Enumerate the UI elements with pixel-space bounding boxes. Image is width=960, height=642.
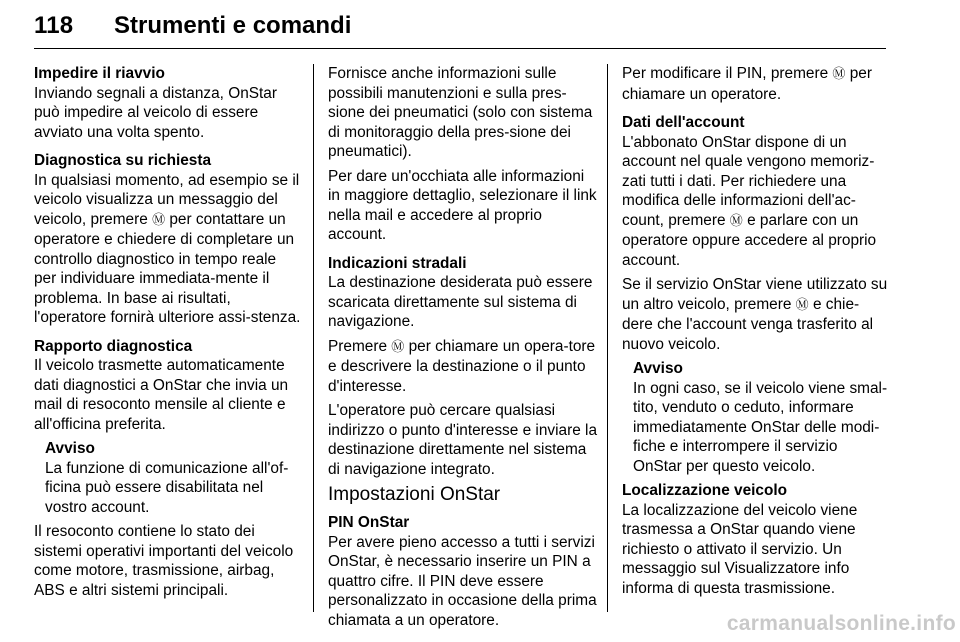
text: per chiamare un opera-tore e descrivere la destinazione o il punto d'interesse. xyxy=(328,337,596,395)
paragraph: La destinazione desiderata può essere scaricata direttamente sul sistema di navigazione. xyxy=(328,274,593,330)
text-line: avviato una volta spento. xyxy=(34,123,205,141)
page-number: 118 xyxy=(34,12,74,39)
text: Per modificare il PIN, premere xyxy=(622,65,829,82)
heading-pin: PIN OnStar xyxy=(328,514,410,531)
notice-text: In ogni caso, se il veicolo viene smal-tito, venduto o ceduto, informare immediatamente OnStar delle modi-fiche e interrompere il servizio OnStar per questo veicolo. xyxy=(633,379,888,475)
paragraph: La localizzazione del veicolo viene trasmessa a OnStar quando viene richiesto o attivato il servizio. Un messaggio sul Visualizzatore info informa di questa trasmissione. xyxy=(622,501,858,597)
heading-localizzazione: Localizzazione veicolo xyxy=(622,482,788,499)
notice-text: La funzione di comunicazione all'of-ficina può essere disabilitata nel vostro account. xyxy=(45,459,289,516)
text: e chie-dere che l'account venga trasferito al nuovo veicolo. xyxy=(622,295,874,353)
text-line: può impedire al veicolo di essere xyxy=(34,104,259,121)
onstar-service-icon: Ⓜ xyxy=(391,339,405,355)
paragraph: Il resoconto contiene lo stato dei sistemi operativi importanti del veicolo come motore, trasmissione, airbag, ABS e altri sistemi principali. xyxy=(34,523,294,599)
onstar-service-icon: Ⓜ xyxy=(152,212,166,228)
onstar-service-icon: Ⓜ xyxy=(795,297,809,313)
paragraph: Per avere pieno accesso a tutti i servizi OnStar, è necessario inserire un PIN a quattro cifre. Il PIN deve essere personalizzato in occasione della prima chiamata a un operatore. xyxy=(328,533,597,629)
notice-box xyxy=(622,359,888,476)
notice-title: Avviso xyxy=(633,360,683,377)
chapter-title: Strumenti e comandi xyxy=(114,12,352,39)
heading-dati-account: Dati dell'account xyxy=(622,114,745,131)
onstar-service-icon: Ⓜ xyxy=(729,213,743,229)
paragraph xyxy=(328,337,598,397)
text: Premere xyxy=(328,337,388,355)
paragraph xyxy=(34,84,302,143)
heading-rapporto: Rapporto diagnostica xyxy=(34,337,193,355)
paragraph: Per dare un'occhiata alle informazioni in maggiore dettaglio, selezionare il link nella mail e accedere al proprio account. xyxy=(328,167,597,243)
text: e parlare con un operatore oppure accedere al proprio account. xyxy=(622,211,877,269)
page-header xyxy=(34,4,886,49)
paragraph xyxy=(622,64,888,104)
section-heading-impostazioni: Impostazioni OnStar xyxy=(328,484,501,505)
paragraph xyxy=(622,133,888,271)
column-divider xyxy=(607,64,608,612)
column-3 xyxy=(622,64,888,598)
onstar-service-icon: Ⓜ xyxy=(832,67,846,82)
paragraph: L'operatore può cercare qualsiasi indirizzo o punto d'interesse e inviare la destinazione direttamente nel sistema di navigazione integrato. xyxy=(328,402,598,478)
watermark: carmanualsonline.info xyxy=(726,612,956,635)
text: L'abbonato OnStar dispone di un account nel quale vengono memoriz-zati tutti i dati. Per richiedere una modifica delle informazioni dell'ac-count, premere xyxy=(622,133,875,229)
paragraph xyxy=(622,275,888,354)
text: per contattare un operatore e chiedere di completare un controllo diagnostico in tempo reale per individuare immediata-mente il problema. In base ai risultati, l'operatore fornirà ulteriore assi-stenza. xyxy=(34,210,301,326)
paragraph xyxy=(34,171,302,328)
column-divider xyxy=(313,64,314,612)
paragraph: Fornisce anche informazioni sulle possibili manutenzioni e sulla pres-sione dei pneumatici (solo con sistema di monitoraggio della pres-sione dei pneumatici). xyxy=(328,65,593,160)
notice-title: Avviso xyxy=(45,440,95,457)
text: per chiamare un operatore. xyxy=(622,65,872,103)
heading-indicazioni: Indicazioni stradali xyxy=(328,254,467,272)
paragraph: Il veicolo trasmette automaticamente dati diagnostici a OnStar che invia un mail di resoconto mensile al cliente e all'officina preferita. xyxy=(34,357,289,433)
heading-diagnostica: Diagnostica su richiesta xyxy=(34,152,212,169)
column-2 xyxy=(328,64,598,630)
heading-impedire-riavvio: Impedire il riavvio xyxy=(34,65,165,82)
notice-box xyxy=(34,439,302,517)
text: Se il servizio OnStar viene utilizzato su un altro veicolo, premere xyxy=(622,276,888,313)
column-1 xyxy=(34,64,302,600)
text: In qualsiasi momento, ad esempio se il veicolo visualizza un messaggio del veicolo, premere xyxy=(34,171,300,228)
text-line: Inviando segnali a distanza, OnStar xyxy=(34,84,277,102)
